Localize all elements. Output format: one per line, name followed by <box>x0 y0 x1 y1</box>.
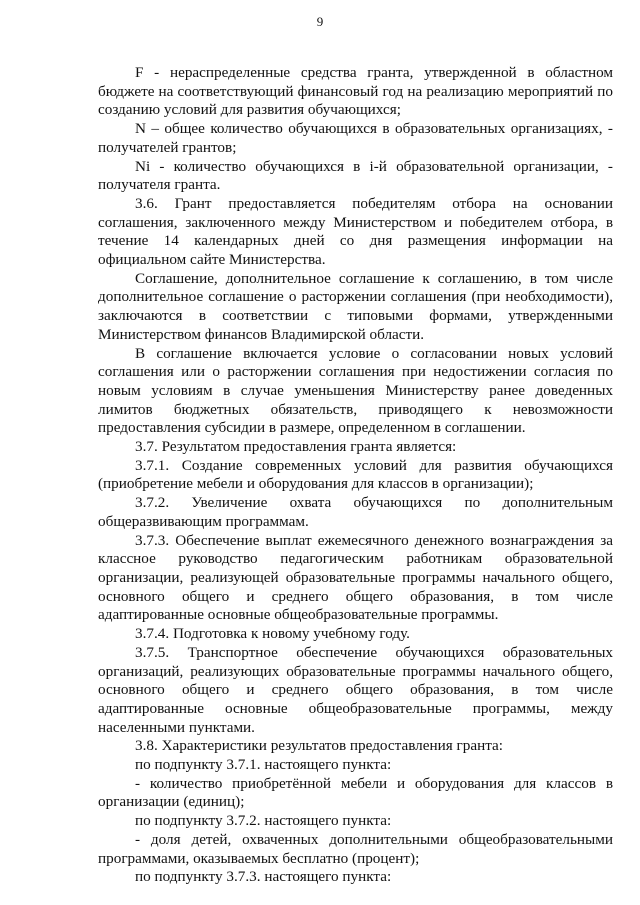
paragraph: 3.7.4. Подготовка к новому учебному году. <box>135 625 410 643</box>
paragraph: по подпункту 3.7.1. настоящего пункта: <box>135 756 392 774</box>
paragraph: 3.8. Характеристики результатов предоставления гранта: <box>135 737 503 755</box>
paragraph: В соглашение включается условие о согласовании новых условий соглашения или о расторжении соглашения при недостижении согласия по новым условиям в случае уменьшения Министерству ранее доведенных лимитов бюджетных обязательств, приводящего к невозможности предоставления субсидии в размере, определенном в соглашении. <box>98 344 613 437</box>
page-number: 9 <box>316 14 324 29</box>
paragraph: по подпункту 3.7.3. настоящего пункта: <box>135 868 392 886</box>
paragraph: F - нераспределенные средства гранта, утвержденной в областном бюджете на соответствующий финансовый год на реализацию мероприятий по созданию условий для развития обучающихся; <box>98 64 613 119</box>
paragraph: - количество приобретённой мебели и оборудования для классов в организации (единиц); <box>98 774 613 811</box>
paragraph: по подпункту 3.7.2. настоящего пункта: <box>135 812 392 830</box>
paragraph: 3.7.1. Создание современных условий для развития обучающихся (приобретение мебели и оборудования для классов в организации); <box>98 456 613 493</box>
paragraph: N – общее количество обучающихся в образовательных организациях, - получателей грантов; <box>98 120 613 156</box>
paragraph: 3.6. Грант предоставляется победителям отбора на основании соглашения, заключенного между Министерством и победителем отбора, в течение 14 календарных дней со дня размещения информации на официальном сайте Министерства. <box>98 194 613 269</box>
paragraph: 3.7.2. Увеличение охвата обучающихся по дополнительным общеразвивающим программам. <box>98 494 613 530</box>
paragraph: 3.7.3. Обеспечение выплат ежемесячного денежного вознаграждения за классное руководство педагогическим работникам образовательной организации, реализующей образовательные программы начального общего, основного общего и среднего общего образования, в том числе адаптированные основные общеобразовательные программы. <box>98 531 613 624</box>
paragraph: Соглашение, дополнительное соглашение к соглашению, в том числе дополнительное соглашение о расторжении соглашения (при необходимости), заключаются в соответствии с типовыми формами, утвержденными Министерством финансов Владимирской области. <box>98 269 613 343</box>
document-body <box>98 64 613 887</box>
paragraph: Ni - количество обучающихся в i-й образовательной организации, - получателя гранта. <box>98 157 613 194</box>
paragraph: 3.7.5. Транспортное обеспечение обучающихся образовательных организаций, реализующих образовательные программы начального общего, основного общего и среднего общего образования, в том числе адаптированные основные общеобразовательные программы, между населенными пунктами. <box>98 643 613 736</box>
paragraph: - доля детей, охваченных дополнительными общеобразовательными программами, оказываемых бесплатно (процент); <box>98 830 613 867</box>
paragraph: 3.7. Результатом предоставления гранта является: <box>135 438 457 456</box>
